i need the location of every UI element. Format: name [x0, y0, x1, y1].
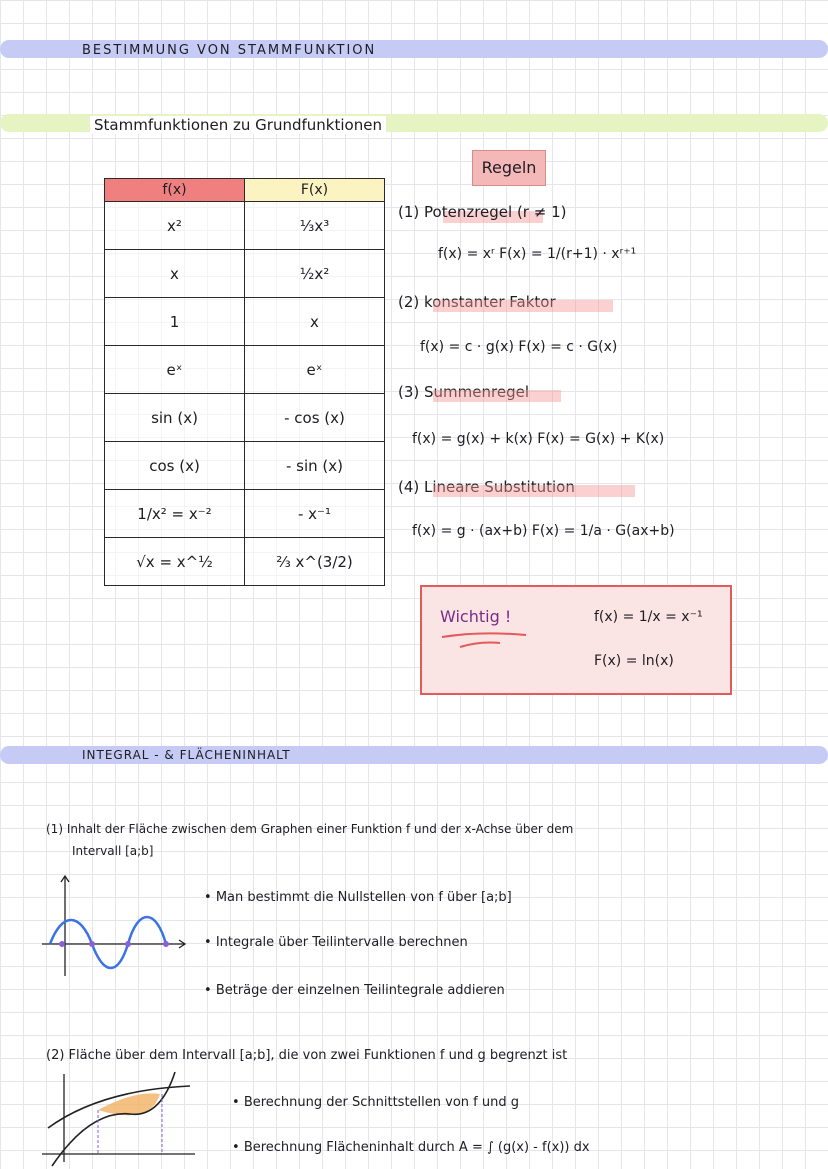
- bullet-text: Berechnung Flächeninhalt durch A = ∫ (g(x) - f(x)) dx: [243, 1140, 590, 1155]
- rule-4-title: (4) Lineare Substitution: [398, 478, 575, 496]
- section2-p1-line2: Intervall [a;b]: [72, 844, 154, 858]
- important-label: Wichtig !: [440, 607, 512, 626]
- bullet-text: Beträge der einzelnen Teilintegrale addieren: [215, 983, 505, 998]
- table-cell-F: - cos (x): [245, 394, 385, 442]
- highlight-lineare-substitution: [433, 485, 635, 497]
- graph-sine-area: [40, 872, 190, 984]
- highlight-summenregel: [433, 390, 561, 402]
- bullet-2-2: • Berechnung Flächeninhalt durch A = ∫ (g(x) - f(x)) dx: [232, 1140, 590, 1155]
- rule-3-formula: f(x) = g(x) + k(x) F(x) = G(x) + K(x): [412, 431, 665, 447]
- table-row: [105, 394, 385, 442]
- table-cell-F: eˣ: [245, 346, 385, 394]
- table-cell-f: sin (x): [105, 394, 245, 442]
- section2-p2: (2) Fläche über dem Intervall [a;b], die von zwei Funktionen f und g begrenzt ist: [46, 1048, 568, 1063]
- bullet-1-2: • Integrale über Teilintervalle berechnen: [204, 935, 468, 950]
- subtitle: Stammfunktionen zu Grundfunktionen: [90, 116, 386, 134]
- bullet-text: Integrale über Teilintervalle berechnen: [215, 935, 468, 950]
- rules-heading: [472, 150, 546, 186]
- table-cell-f: √x = x^½: [105, 538, 245, 586]
- table-cell-F: x: [245, 298, 385, 346]
- section2-title: INTEGRAL - & FLÄCHENINHALT: [82, 748, 291, 762]
- table-cell-F: - x⁻¹: [245, 490, 385, 538]
- rule-2-title: (2) konstanter Faktor: [398, 293, 556, 311]
- table-row: [105, 538, 385, 586]
- table-cell-f: 1: [105, 298, 245, 346]
- important-box: [420, 585, 732, 695]
- rule-1-title: (1) Potenzregel (r ≠ 1): [398, 203, 567, 221]
- bullet-1-3: • Beträge der einzelnen Teilintegrale addieren: [204, 983, 505, 998]
- table-row: [105, 346, 385, 394]
- rule-1-formula: f(x) = xʳ F(x) = 1/(r+1) · xʳ⁺¹: [438, 246, 637, 262]
- bullet-text: Berechnung der Schnittstellen von f und g: [243, 1095, 519, 1110]
- table-cell-f: eˣ: [105, 346, 245, 394]
- table-header-f: f(x): [105, 179, 245, 202]
- rule-3-title: (3) Summenregel: [398, 383, 529, 401]
- highlight-konstanter-faktor: [433, 300, 613, 312]
- rule-4-formula: f(x) = g · (ax+b) F(x) = 1/a · G(ax+b): [412, 523, 675, 539]
- graph-two-curves: [40, 1070, 200, 1169]
- important-line-1: f(x) = 1/x = x⁻¹: [594, 609, 703, 625]
- page-title: BESTIMMUNG VON STAMMFUNKTION: [82, 43, 377, 58]
- table-row: [105, 442, 385, 490]
- rule-2-formula: f(x) = c · g(x) F(x) = c · G(x): [420, 339, 618, 355]
- antiderivative-table: [104, 178, 385, 586]
- table-cell-f: x²: [105, 202, 245, 250]
- table-cell-f: cos (x): [105, 442, 245, 490]
- rules-heading-text: Regeln: [481, 158, 537, 177]
- table-row: [105, 250, 385, 298]
- table-cell-F: - sin (x): [245, 442, 385, 490]
- bullet-2-1: • Berechnung der Schnittstellen von f und g: [232, 1095, 519, 1110]
- bullet-text: Man bestimmt die Nullstellen von f über [a;b]: [215, 890, 512, 905]
- table-row: [105, 202, 385, 250]
- table-header-F: F(x): [245, 179, 385, 202]
- important-line-2: F(x) = ln(x): [594, 653, 674, 669]
- table-cell-F: ½x²: [245, 250, 385, 298]
- table-row: [105, 298, 385, 346]
- table-cell-F: ⅔ x^(3/2): [245, 538, 385, 586]
- section2-p1-line1: (1) Inhalt der Fläche zwischen dem Graphen einer Funktion f und der x-Achse über dem: [46, 822, 574, 836]
- table-cell-F: ⅓x³: [245, 202, 385, 250]
- table-cell-f: 1/x² = x⁻²: [105, 490, 245, 538]
- underline-squiggle-icon: [440, 629, 530, 653]
- table-cell-f: x: [105, 250, 245, 298]
- bullet-1-1: • Man bestimmt die Nullstellen von f über [a;b]: [204, 890, 512, 905]
- table-row: [105, 490, 385, 538]
